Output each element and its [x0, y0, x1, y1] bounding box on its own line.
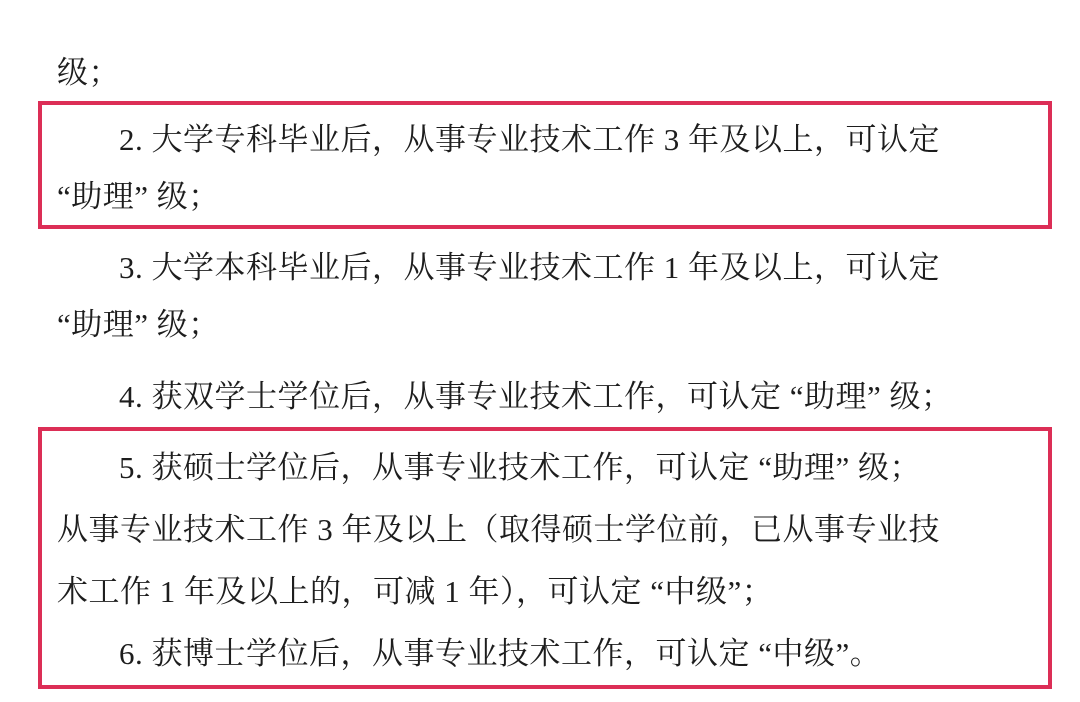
text-line: 6. 获博士学位后，从事专业技术工作，可认定 “中级”。 [119, 636, 882, 671]
paragraph [38, 239, 1052, 353]
text-line: 2. 大学专科毕业后，从事专业技术工作 3 年及以上，可认定 [119, 122, 940, 157]
text-line: “助理” 级； [57, 179, 220, 214]
highlight-box [38, 101, 1052, 229]
text-line: 3. 大学本科毕业后，从事专业技术工作 1 年及以上，可认定 [119, 250, 940, 285]
highlight-box [38, 427, 1052, 689]
text-line: 级； [57, 55, 120, 90]
text-line: 5. 获硕士学位后，从事专业技术工作，可认定 “助理” 级； [119, 450, 922, 485]
text-line: “助理” 级； [57, 307, 220, 342]
paragraph [38, 44, 1052, 101]
text-line: 术工作 1 年及以上的，可减 1 年），可认定 “中级”； [57, 574, 774, 609]
text-line: 从事专业技术工作 3 年及以上（取得硕士学位前，已从事专业技 [57, 512, 940, 547]
text-line: 4. 获双学士学位后，从事专业技术工作，可认定 “助理” 级； [119, 379, 953, 414]
paragraph [38, 368, 1052, 425]
